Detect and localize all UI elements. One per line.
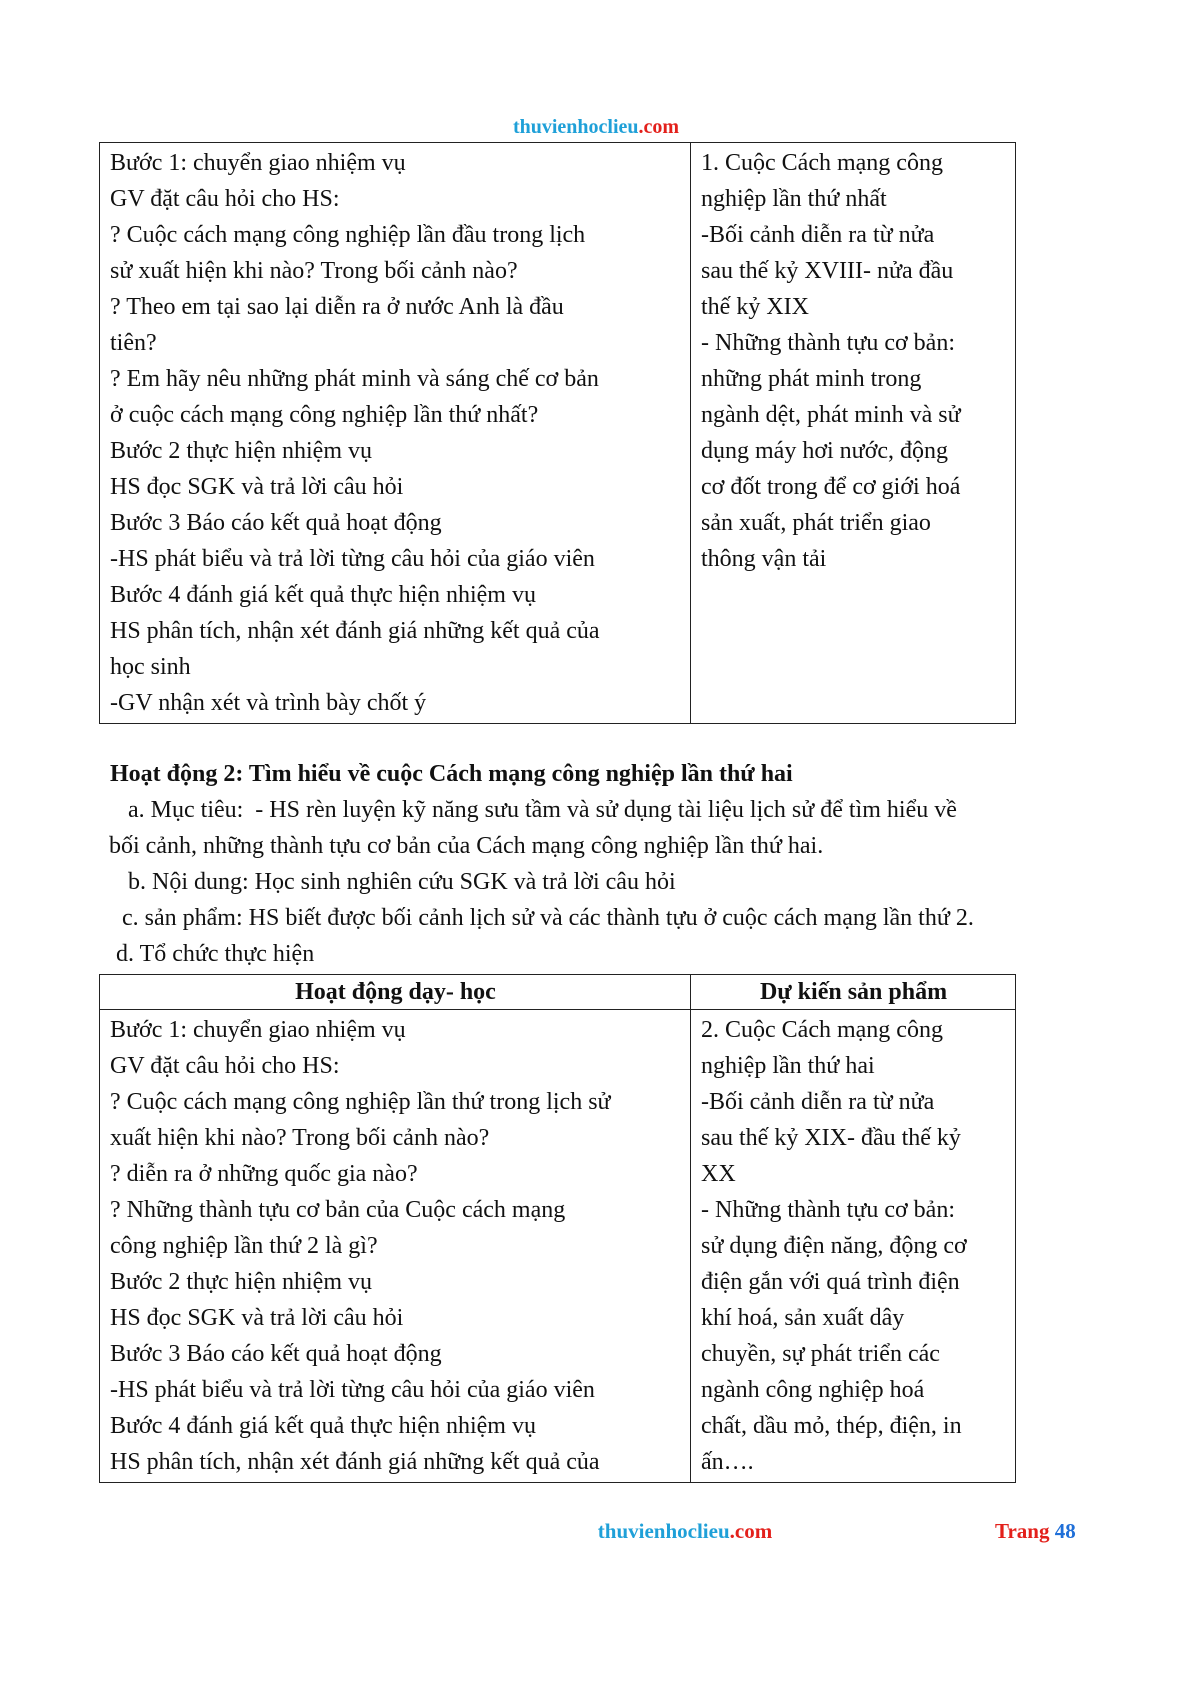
- objective-line: a. Mục tiêu: - HS rèn luyện kỹ năng sưu tầm và sử dụng tài liệu lịch sử để tìm hiểu về: [110, 797, 957, 823]
- header-site-name-domain: .com: [638, 116, 680, 138]
- text-line: 1. Cuộc Cách mạng công: [701, 150, 943, 176]
- text-line: -Bối cảnh diễn ra từ nửa: [701, 1089, 935, 1115]
- text-line: 2. Cuộc Cách mạng công: [701, 1017, 943, 1043]
- text-line: Bước 4 đánh giá kết quả thực hiện nhiệm vụ: [110, 1413, 536, 1439]
- text-line: xuất hiện khi nào? Trong bối cảnh nào?: [110, 1125, 490, 1151]
- text-line: ? Cuộc cách mạng công nghiệp lần đầu trong lịch: [110, 222, 586, 248]
- text-line: ngành dệt, phát minh và sử: [701, 402, 961, 428]
- page-number: [995, 1519, 1076, 1544]
- table-row: [100, 143, 1016, 724]
- text-line: khí hoá, sản xuất dây: [701, 1305, 905, 1331]
- text-line: Bước 4 đánh giá kết quả thực hiện nhiệm vụ: [110, 582, 536, 608]
- text-line: Bước 1: chuyển giao nhiệm vụ: [110, 1017, 406, 1043]
- text-line: XX: [701, 1161, 736, 1187]
- text-line: GV đặt câu hỏi cho HS:: [110, 1053, 340, 1079]
- text-line: -HS phát biểu và trả lời từng câu hỏi của giáo viên: [110, 1377, 595, 1403]
- text-line: chất, dầu mỏ, thép, điện, in: [701, 1413, 962, 1439]
- header-teaching-activity: Hoạt động dạy- học: [100, 975, 691, 1010]
- objective-line-cont: bối cảnh, những thành tựu cơ bản của Cách mạng công nghiệp lần thứ hai.: [109, 833, 824, 859]
- text-line: ngành công nghiệp hoá: [701, 1377, 925, 1403]
- product-line: c. sản phẩm: HS biết được bối cảnh lịch sử và các thành tựu ở cuộc cách mạng lần thứ 2.: [110, 905, 974, 931]
- text-line: những phát minh trong: [701, 366, 922, 392]
- text-line: Bước 2 thực hiện nhiệm vụ: [110, 438, 372, 464]
- header-site-name-main: thuvienhoclieu: [512, 116, 639, 138]
- text-line: sản xuất, phát triển giao: [701, 510, 931, 536]
- text-line: -GV nhận xét và trình bày chốt ý: [110, 690, 427, 716]
- page-label: Trang: [995, 1519, 1050, 1543]
- page-number-value: 48: [1054, 1519, 1076, 1543]
- text-line: -HS phát biểu và trả lời từng câu hỏi của giáo viên: [110, 546, 595, 572]
- table-row: [100, 1010, 1016, 1483]
- text-line: nghiệp lần thứ hai: [701, 1053, 875, 1079]
- teaching-steps-cell: [100, 143, 691, 724]
- content-line: b. Nội dung: Học sinh nghiên cứu SGK và trả lời câu hỏi: [110, 869, 676, 895]
- expected-product-cell: [691, 1010, 1016, 1483]
- text-line: HS phân tích, nhận xét đánh giá những kết quả của: [110, 1449, 600, 1475]
- text-line: ? diễn ra ở những quốc gia nào?: [110, 1161, 418, 1187]
- header-site-name: [0, 116, 1192, 139]
- text-line: dụng máy hơi nước, động: [701, 438, 949, 464]
- text-line: công nghiệp lần thứ 2 là gì?: [110, 1233, 378, 1259]
- text-line: thế kỷ XIX: [701, 294, 809, 320]
- text-line: ở cuộc cách mạng công nghiệp lần thứ nhất?: [110, 402, 539, 428]
- activity-2-section: [110, 756, 1110, 972]
- footer-site-name-main: thuvienhoclieu: [597, 1519, 730, 1543]
- text-line: sau thế kỷ XIX- đầu thế kỷ: [701, 1125, 961, 1151]
- text-line: cơ đốt trong để cơ giới hoá: [701, 474, 961, 500]
- teaching-steps-cell: [100, 1010, 691, 1483]
- text-line: ? Theo em tại sao lại diễn ra ở nước Anh là đầu: [110, 294, 564, 320]
- text-line: - Những thành tựu cơ bản:: [701, 330, 955, 356]
- header-expected-product: Dự kiến sản phẩm: [691, 975, 1016, 1010]
- table-header-row: [100, 975, 1016, 1010]
- expected-product-cell: [691, 143, 1016, 724]
- text-line: sử dụng điện năng, động cơ: [701, 1233, 967, 1259]
- text-line: HS đọc SGK và trả lời câu hỏi: [110, 474, 404, 500]
- organization-line: d. Tổ chức thực hiện: [110, 941, 315, 967]
- text-line: Bước 3 Báo cáo kết quả hoạt động: [110, 510, 442, 536]
- footer-site-name-domain: .com: [729, 1519, 773, 1543]
- activity-1-table: [99, 142, 1016, 724]
- text-line: ấn….: [701, 1449, 754, 1475]
- activity-2-heading: Hoạt động 2: Tìm hiểu về cuộc Cách mạng công nghiệp lần thứ hai: [110, 761, 793, 787]
- text-line: sau thế kỷ XVIII- nửa đầu: [701, 258, 954, 284]
- text-line: Bước 2 thực hiện nhiệm vụ: [110, 1269, 372, 1295]
- text-line: điện gắn với quá trình điện: [701, 1269, 960, 1295]
- text-line: -Bối cảnh diễn ra từ nửa: [701, 222, 935, 248]
- text-line: HS phân tích, nhận xét đánh giá những kết quả của: [110, 618, 600, 644]
- text-line: học sinh: [110, 654, 191, 680]
- text-line: thông vận tải: [701, 546, 827, 572]
- text-line: sử xuất hiện khi nào? Trong bối cảnh nào?: [110, 258, 518, 284]
- text-line: ? Em hãy nêu những phát minh và sáng chế cơ bản: [110, 366, 599, 392]
- text-line: Bước 1: chuyển giao nhiệm vụ: [110, 150, 406, 176]
- text-line: tiên?: [110, 330, 157, 356]
- text-line: HS đọc SGK và trả lời câu hỏi: [110, 1305, 404, 1331]
- text-line: ? Cuộc cách mạng công nghiệp lần thứ trong lịch sử: [110, 1089, 611, 1115]
- text-line: ? Những thành tựu cơ bản của Cuộc cách mạng: [110, 1197, 566, 1223]
- text-line: - Những thành tựu cơ bản:: [701, 1197, 955, 1223]
- text-line: Bước 3 Báo cáo kết quả hoạt động: [110, 1341, 442, 1367]
- text-line: GV đặt câu hỏi cho HS:: [110, 186, 340, 212]
- activity-2-table: [99, 974, 1016, 1483]
- text-line: nghiệp lần thứ nhất: [701, 186, 887, 212]
- text-line: chuyền, sự phát triển các: [701, 1341, 940, 1367]
